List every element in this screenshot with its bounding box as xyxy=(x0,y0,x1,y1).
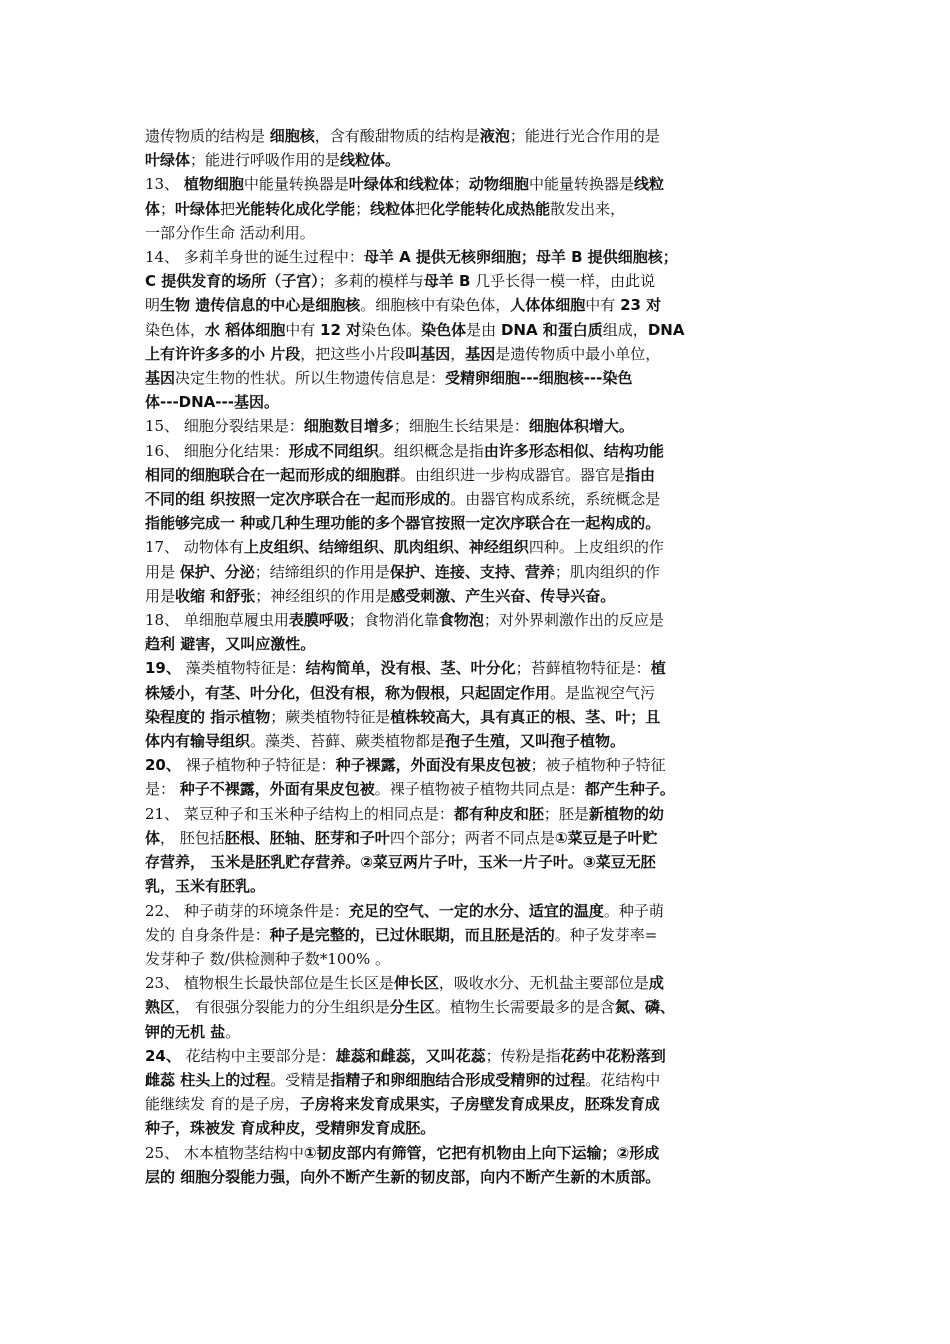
emphasis-text: 子房将来发育成果实，子房壁发育成果皮，胚珠发育成 xyxy=(299,1095,660,1114)
paragraph xyxy=(145,414,810,438)
text-line xyxy=(145,245,810,269)
emphasis-text: 染色体 xyxy=(421,320,467,339)
paragraph xyxy=(145,1141,810,1189)
text-line xyxy=(145,923,810,947)
emphasis-text: 12 对 xyxy=(320,320,362,339)
text-line xyxy=(145,535,810,559)
body-text: 染色体， xyxy=(145,320,206,339)
emphasis-text: 乳，玉米有胚乳。 xyxy=(145,877,266,896)
body-text: 几乎长得一模一样，由此说 xyxy=(470,272,656,291)
body-text: 是由 xyxy=(466,320,501,339)
emphasis-text: 雄蕊和雌蕊，又叫花蕊 xyxy=(335,1046,486,1065)
body-text: 花结构中主要部分是： xyxy=(180,1046,336,1065)
emphasis-text: 动物细胞 xyxy=(468,175,529,194)
body-text: 18、 单细胞草履虫用 xyxy=(145,611,289,630)
emphasis-text: 种子，珠被发 育成种皮，受精卵发育成胚。 xyxy=(145,1119,436,1138)
body-text: 中能量转换器是 xyxy=(528,175,634,194)
body-text: ； xyxy=(355,199,371,218)
body-text: ；对外界刺激作出的反应是 xyxy=(483,611,664,630)
text-line xyxy=(145,148,810,172)
body-text: ，吸收水分、无机盐主要部位是 xyxy=(438,974,649,993)
body-text: 21、 菜豆种子和玉米种子结构上的相同点是： xyxy=(145,804,454,823)
body-text: 染色体。 xyxy=(361,320,422,339)
body-text: ， 有很强分裂能力的分生组织是 xyxy=(175,998,390,1017)
emphasis-text: 指精子和卵细胞结合形成受精卵的过程 xyxy=(330,1070,586,1089)
body-text: 。受精是 xyxy=(270,1070,331,1089)
paragraph xyxy=(145,971,810,1044)
body-text: ；苔藓植物特征是： xyxy=(515,659,651,678)
emphasis-text: DNA 和蛋白质 xyxy=(500,320,603,339)
body-text: 四种。上皮组织的作 xyxy=(528,538,664,557)
emphasis-text: 基因 xyxy=(465,344,496,363)
emphasis-text: 保护、分泌 xyxy=(179,562,255,581)
paragraph xyxy=(145,608,810,656)
emphasis-text: 氮、磷、 xyxy=(614,998,675,1017)
text-line xyxy=(145,753,810,777)
text-line xyxy=(145,899,810,923)
emphasis-text: 细胞核 xyxy=(269,127,315,145)
emphasis-text: 孢子生殖，又叫孢子植物。 xyxy=(445,732,626,751)
emphasis-text: 细胞数目增多 xyxy=(303,417,394,436)
body-text: 。藻类、苔藓、蕨类植物都是 xyxy=(250,732,446,751)
text-line xyxy=(145,366,810,390)
text-line xyxy=(145,995,810,1019)
text-line xyxy=(145,971,810,995)
body-text: 22、 种子萌芽的环境条件是： xyxy=(145,901,349,920)
text-line xyxy=(145,439,810,463)
text-line xyxy=(145,1141,810,1165)
body-text: ； xyxy=(160,199,176,218)
emphasis-text: 线粒 xyxy=(633,175,664,194)
body-text: 用是 xyxy=(145,586,176,605)
emphasis-text: ①菜豆是子叶贮 xyxy=(554,828,658,847)
body-text: 是遗传物质中最小单位， xyxy=(495,344,661,363)
body-text: 。植物生长需要最多的是含 xyxy=(434,998,615,1017)
emphasis-text: 基因 xyxy=(145,369,176,388)
emphasis-text: 线粒体 xyxy=(370,199,416,218)
text-line xyxy=(145,487,810,511)
emphasis-text: 种子不裸露，外面有果皮包被 xyxy=(179,780,375,799)
body-text: ；肌肉组织的作 xyxy=(554,562,660,581)
body-text: 。细胞核中有染色体， xyxy=(360,296,511,315)
body-text: ；食物消化靠 xyxy=(348,611,439,630)
emphasis-text: 液泡 xyxy=(479,127,510,145)
text-line xyxy=(145,705,810,729)
emphasis-text: 叶绿体 xyxy=(145,151,191,170)
body-text: 遗传物质的结构是 xyxy=(145,127,270,145)
emphasis-text: 分生区 xyxy=(389,998,435,1017)
body-text: 散发出来， xyxy=(550,199,626,218)
emphasis-text: 体 xyxy=(145,828,161,847)
text-line xyxy=(145,1116,810,1140)
emphasis-text: 体内有输导组织 xyxy=(145,732,251,751)
body-text: ；神经组织的作用是 xyxy=(255,586,391,605)
text-line xyxy=(145,293,810,317)
text-line xyxy=(145,1020,810,1044)
body-text: 把 xyxy=(415,199,431,218)
text-line xyxy=(145,197,810,221)
paragraph xyxy=(145,124,810,172)
emphasis-text: 叶绿体和线粒体 xyxy=(348,175,454,194)
body-text: 发芽种子 数/供检测种子数*100% 。 xyxy=(145,949,390,968)
text-line xyxy=(145,342,810,366)
body-text: ；能进行光合作用的是 xyxy=(509,127,660,145)
text-line xyxy=(145,608,810,632)
emphasis-text: 光能转化成化学能 xyxy=(235,199,356,218)
emphasis-text: 受精卵细胞---细胞核---染色 xyxy=(445,369,633,388)
emphasis-text: 体 xyxy=(145,199,161,218)
emphasis-text: 感受刺激、产生兴奋、传导兴奋。 xyxy=(390,586,616,605)
paragraph xyxy=(145,656,810,753)
body-text: 。种子萌 xyxy=(603,901,664,920)
body-text: 。裸子植物被子植物共同点是： xyxy=(374,780,585,799)
body-text: 25、 木本植物茎结构中 xyxy=(145,1143,304,1162)
body-text: 明 xyxy=(145,296,161,315)
emphasis-text: 植物细胞 xyxy=(183,175,244,194)
emphasis-text: 染程度的 指示植物 xyxy=(145,707,271,726)
emphasis-text: 母羊 A 提供无核卵细胞；母羊 B 提供细胞核； xyxy=(363,248,678,267)
paragraph xyxy=(145,439,810,536)
emphasis-text: C 提供发育的场所（子宫） xyxy=(145,272,319,291)
emphasis-text: 种子裸露，外面没有果皮包被 xyxy=(335,756,531,775)
emphasis-text: 充足的空气、一定的水分、适宜的温度 xyxy=(348,901,604,920)
body-text: ；多莉的模样与 xyxy=(318,272,424,291)
emphasis-text: 19、 xyxy=(145,659,181,678)
text-line xyxy=(145,172,810,196)
body-text: ； xyxy=(453,175,469,194)
emphasis-text: 食物泡 xyxy=(438,611,484,630)
emphasis-text: 指由 xyxy=(625,465,656,484)
body-text: 中能量转换器是 xyxy=(243,175,349,194)
body-text: 14、 多莉羊身世的诞生过程中： xyxy=(145,248,364,267)
body-text: ，含有酸甜物质的结构是 xyxy=(314,127,480,145)
emphasis-text: 层的 细胞分裂能力强，向外不断产生新的韧皮部，向内不断产生新的木质部。 xyxy=(145,1167,661,1186)
emphasis-text: 存营养， 玉米是胚乳贮存营养。②菜豆两片子叶，玉米一片子叶。③菜豆无胚 xyxy=(145,853,656,872)
body-text: ， xyxy=(450,344,466,363)
body-text: ；被子植物种子特征 xyxy=(530,756,666,775)
body-text: 能继续发 育的是子房， xyxy=(145,1095,300,1114)
text-line xyxy=(145,1165,810,1189)
body-text: 发的 自身条件是： xyxy=(145,925,270,944)
body-text: 。由器官构成系统，系统概念是 xyxy=(450,490,661,509)
emphasis-text: 形成不同组织 xyxy=(288,441,379,460)
body-text: 17、 动物体有 xyxy=(145,538,244,557)
emphasis-text: 结构简单，没有根、茎、叶分化 xyxy=(305,659,516,678)
emphasis-text: 保护、连接、支持、营养 xyxy=(389,562,555,581)
emphasis-text: 胚根、胚轴、胚芽和子叶 xyxy=(224,828,390,847)
body-text: ，把这些小片段 xyxy=(300,344,406,363)
paragraph xyxy=(145,802,810,899)
body-text: 组成， xyxy=(602,320,648,339)
emphasis-text: 趋利 避害，又叫应激性。 xyxy=(145,635,316,654)
text-line xyxy=(145,124,810,148)
text-line xyxy=(145,802,810,826)
text-line xyxy=(145,414,810,438)
body-text: 藻类植物特征是： xyxy=(180,659,306,678)
body-text: ， 胚包括 xyxy=(160,828,225,847)
paragraph xyxy=(145,172,810,245)
emphasis-text: 植株较高大，具有真正的根、茎、叶；且 xyxy=(390,707,661,726)
body-text: 是： xyxy=(145,780,180,799)
emphasis-text: 母羊 B xyxy=(423,272,471,291)
body-text: 四个部分；两者不同点是 xyxy=(389,828,555,847)
text-line xyxy=(145,318,810,342)
emphasis-text: 新植物的幼 xyxy=(588,804,664,823)
text-line xyxy=(145,1068,810,1092)
emphasis-text: 体---DNA---基因。 xyxy=(145,393,279,412)
emphasis-text: 花药中花粉落到 xyxy=(560,1046,666,1065)
paragraph xyxy=(145,899,810,972)
emphasis-text: 都有种皮和胚 xyxy=(453,804,544,823)
body-text: 。 xyxy=(225,1022,241,1041)
emphasis-text: 株矮小，有茎、叶分化，但没有根，称为假根，只起固定作用 xyxy=(145,683,551,702)
body-text: 。花结构中 xyxy=(585,1070,661,1089)
text-line xyxy=(145,390,810,414)
body-text: ；蕨类植物特征是 xyxy=(270,707,391,726)
text-line xyxy=(145,269,810,293)
text-line xyxy=(145,463,810,487)
body-text: 13、 xyxy=(145,175,184,194)
body-text: 把 xyxy=(220,199,236,218)
paragraph xyxy=(145,753,810,801)
emphasis-text: 20、 xyxy=(145,756,181,775)
emphasis-text: 熟区 xyxy=(145,998,176,1017)
text-line xyxy=(145,632,810,656)
emphasis-text: 成 xyxy=(648,974,664,993)
body-text: 。是监视空气污 xyxy=(550,683,656,702)
emphasis-text: 24、 xyxy=(145,1046,181,1065)
emphasis-text: 上皮组织、结缔组织、肌肉组织、神经组织 xyxy=(243,538,529,557)
body-text: ；结缔组织的作用是 xyxy=(254,562,390,581)
body-text: ；传粉是指 xyxy=(485,1046,561,1065)
text-line xyxy=(145,874,810,898)
text-line xyxy=(145,1092,810,1116)
body-text: ；胚是 xyxy=(543,804,589,823)
emphasis-text: 不同的组 织按照一定次序联合在一起而形成的 xyxy=(145,490,451,509)
emphasis-text: 表膜呼吸 xyxy=(288,611,349,630)
emphasis-text: ①韧皮部内有筛管，它把有机物由上向下运输；②形成 xyxy=(303,1143,660,1162)
body-text: 裸子植物种子特征是： xyxy=(180,756,336,775)
emphasis-text: 都产生种子。 xyxy=(584,780,675,799)
emphasis-text: 水 稻体细胞 xyxy=(205,320,286,339)
text-line xyxy=(145,826,810,850)
paragraph xyxy=(145,245,810,414)
body-text: ；能进行呼吸作用的是 xyxy=(190,151,341,170)
body-text: 用是 xyxy=(145,562,180,581)
emphasis-text: DNA xyxy=(647,320,685,339)
emphasis-text: 指能够完成一 种或几种生理功能的多个器官按照一定次序联合在一起构成的。 xyxy=(145,514,661,533)
emphasis-text: 线粒体。 xyxy=(340,151,401,170)
emphasis-text: 植 xyxy=(650,659,666,678)
emphasis-text: 人体体细胞 xyxy=(510,296,586,315)
emphasis-text: 23 对 xyxy=(620,296,662,315)
text-line xyxy=(145,656,810,680)
text-line xyxy=(145,850,810,874)
text-line xyxy=(145,584,810,608)
text-line xyxy=(145,221,810,245)
body-text: 。组织概念是指 xyxy=(378,441,484,460)
emphasis-text: 种子是完整的，已过休眠期，而且胚是活的 xyxy=(269,925,555,944)
emphasis-text: 伸长区 xyxy=(393,974,439,993)
emphasis-text: 叶绿体 xyxy=(175,199,221,218)
body-text: 15、 细胞分裂结果是： xyxy=(145,417,304,436)
emphasis-text: 由许多形态相似、结构功能 xyxy=(483,441,664,460)
text-line xyxy=(145,777,810,801)
document-page xyxy=(145,124,810,1189)
emphasis-text: 钾的无机 盐 xyxy=(145,1022,226,1041)
body-text: 。由组织进一步构成器官。器官是 xyxy=(400,465,626,484)
text-line xyxy=(145,560,810,584)
text-line xyxy=(145,947,810,971)
text-line xyxy=(145,681,810,705)
paragraph xyxy=(145,535,810,608)
body-text: ；细胞生长结果是： xyxy=(393,417,529,436)
paragraph xyxy=(145,1044,810,1141)
body-text: 。种子发芽率= xyxy=(554,925,658,944)
text-line xyxy=(145,1044,810,1068)
emphasis-text: 生物 遗传信息的中心是细胞核 xyxy=(160,296,361,315)
emphasis-text: 叫基因 xyxy=(405,344,451,363)
body-text: 16、 细胞分化结果： xyxy=(145,441,289,460)
emphasis-text: 上有许许多多的小 片段 xyxy=(145,344,301,363)
emphasis-text: 化学能转化成热能 xyxy=(430,199,551,218)
emphasis-text: 雌蕊 柱头上的过程 xyxy=(145,1070,271,1089)
body-text: 中有 xyxy=(585,296,621,315)
emphasis-text: 收缩 和舒张 xyxy=(175,586,256,605)
body-text: 23、 植物根生长最快部位是生长区是 xyxy=(145,974,394,993)
emphasis-text: 相同的细胞联合在一起而形成的细胞群 xyxy=(145,465,401,484)
body-text: 一部分作生命 活动利用。 xyxy=(145,223,315,242)
text-line xyxy=(145,511,810,535)
emphasis-text: 细胞体积增大。 xyxy=(528,417,634,436)
body-text: 中有 xyxy=(285,320,321,339)
text-line xyxy=(145,729,810,753)
body-text: 决定生物的性状。所以生物遗传信息是： xyxy=(175,369,446,388)
